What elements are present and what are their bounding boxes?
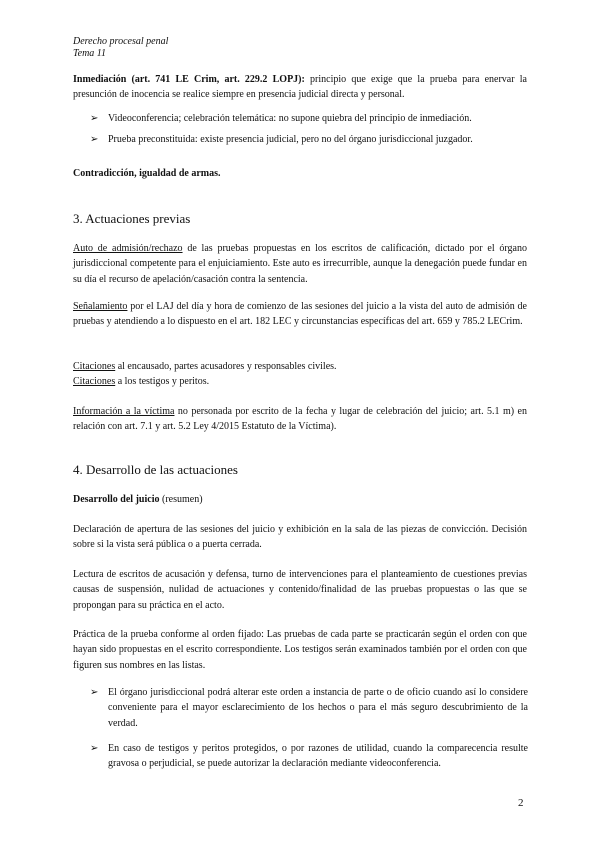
subtitle-rest: (resumen) — [159, 494, 203, 505]
inmediacion-bullet-1 — [90, 111, 528, 126]
citaciones-text: al encausado, partes acusadores y responsables civiles. — [115, 361, 337, 372]
section-4-bullet-1 — [90, 685, 528, 731]
bullet-text: Videoconferencia; celebración telemática: no supone quiebra del principio de inmediación. — [108, 113, 472, 124]
header-subtitle: Tema 11 — [73, 48, 107, 59]
arrow-bullet-icon: ➢ — [90, 743, 99, 754]
inmediacion-label: Inmediación (art. 741 LE Crim, art. 229.2 LOPJ): — [73, 74, 305, 85]
bullet-text: En caso de testigos y peritos protegidos, o por razones de utilidad, cuando la comparecencia resulte gravosa o perjudicial, se puede autorizar la declaración mediante videoconferencia. — [108, 743, 528, 770]
arrow-bullet-icon: ➢ — [90, 113, 99, 124]
subtitle-bold: Desarrollo del juicio — [73, 494, 160, 505]
citaciones-label: Citaciones — [73, 376, 116, 387]
arrow-bullet-icon: ➢ — [90, 687, 99, 698]
apertura-paragraph: Declaración de apertura de las sesiones del juicio y exhibición en la sala de las piezas de convicción. Decisión sobre si la vista será pública o a puerta cerrada. — [73, 524, 527, 551]
inmediacion-text: principio que exige que la prueba para enervar la presunción de inocencia se realice siempre en presencia judicial directa y personal. — [73, 74, 527, 101]
page-number: 2 — [518, 797, 524, 809]
section-3-title: 3. Actuaciones previas — [73, 211, 191, 226]
inmediacion-paragraph — [73, 72, 527, 103]
section-4-bullet-2 — [90, 741, 528, 772]
section-4-subtitle — [73, 492, 527, 507]
citaciones-paragraph-1 — [73, 359, 527, 374]
informacion-paragraph — [73, 404, 527, 435]
section-4-title: 4. Desarrollo de las actuaciones — [73, 462, 238, 477]
senalamiento-text: por el LAJ del día y hora de comienzo de las sesiones del juicio a la vista del auto de admisión de pruebas y atendiendo a lo dispuesto en el art. 182 LEC y circunstancias específicas del art. 659 y 785.2 LECrim. — [73, 301, 527, 328]
practica-prueba-paragraph: Práctica de la prueba conforme al orden fijado: Las pruebas de cada parte se practicarán según el orden con que hayan sido propuestas en el escrito correspondiente. Los testigos serán examinados también por el orden con que figuren sus nombres en las listas. — [73, 629, 527, 671]
bullet-text: Prueba preconstituida: existe presencia judicial, pero no del órgano jurisdiccional juzgador. — [108, 134, 473, 145]
informacion-label: Información a la víctima — [73, 406, 175, 417]
senalamiento-paragraph — [73, 299, 527, 330]
senalamiento-label: Señalamiento — [73, 301, 128, 312]
arrow-bullet-icon: ➢ — [90, 134, 99, 145]
bullet-text: El órgano jurisdiccional podrá alterar este orden a instancia de parte o de oficio cuando así lo considere conveniente para el mayor esclarecimiento de los hechos o para el más seguro descubrimiento de la verdad. — [108, 687, 528, 729]
auto-paragraph — [73, 241, 527, 287]
auto-text: de las pruebas propuestas en los escritos de calificación, dictado por el órgano jurisdiccional competente para el enjuiciamiento. Este auto es irrecurrible, aunque la denegación puede fundar en su día el recurso de apelación/casación contra la sentencia. — [73, 243, 527, 285]
citaciones-label: Citaciones — [73, 361, 116, 372]
citaciones-text: a los testigos y peritos. — [115, 376, 210, 387]
lectura-paragraph: Lectura de escritos de acusación y defensa, turno de intervenciones para el planteamiento de cuestiones previas causas de suspensión, nulidad de actuaciones y contenido/finalidad de las pruebas propuestas o las que se propongan para su práctica en el acto. — [73, 569, 527, 611]
inmediacion-bullet-2 — [90, 132, 528, 147]
contradiccion-heading: Contradicción, igualdad de armas. — [73, 168, 221, 179]
auto-label: Auto de admisión/rechazo — [73, 243, 183, 254]
informacion-text: no personada por escrito de la fecha y lugar de celebración del juicio; art. 5.1 m) en relación con art. 7.1 y art. 5.2 Ley 4/2015 Estatuto de la Víctima). — [73, 406, 527, 433]
citaciones-paragraph-2 — [73, 374, 527, 389]
header-title: Derecho procesal penal — [73, 36, 169, 47]
